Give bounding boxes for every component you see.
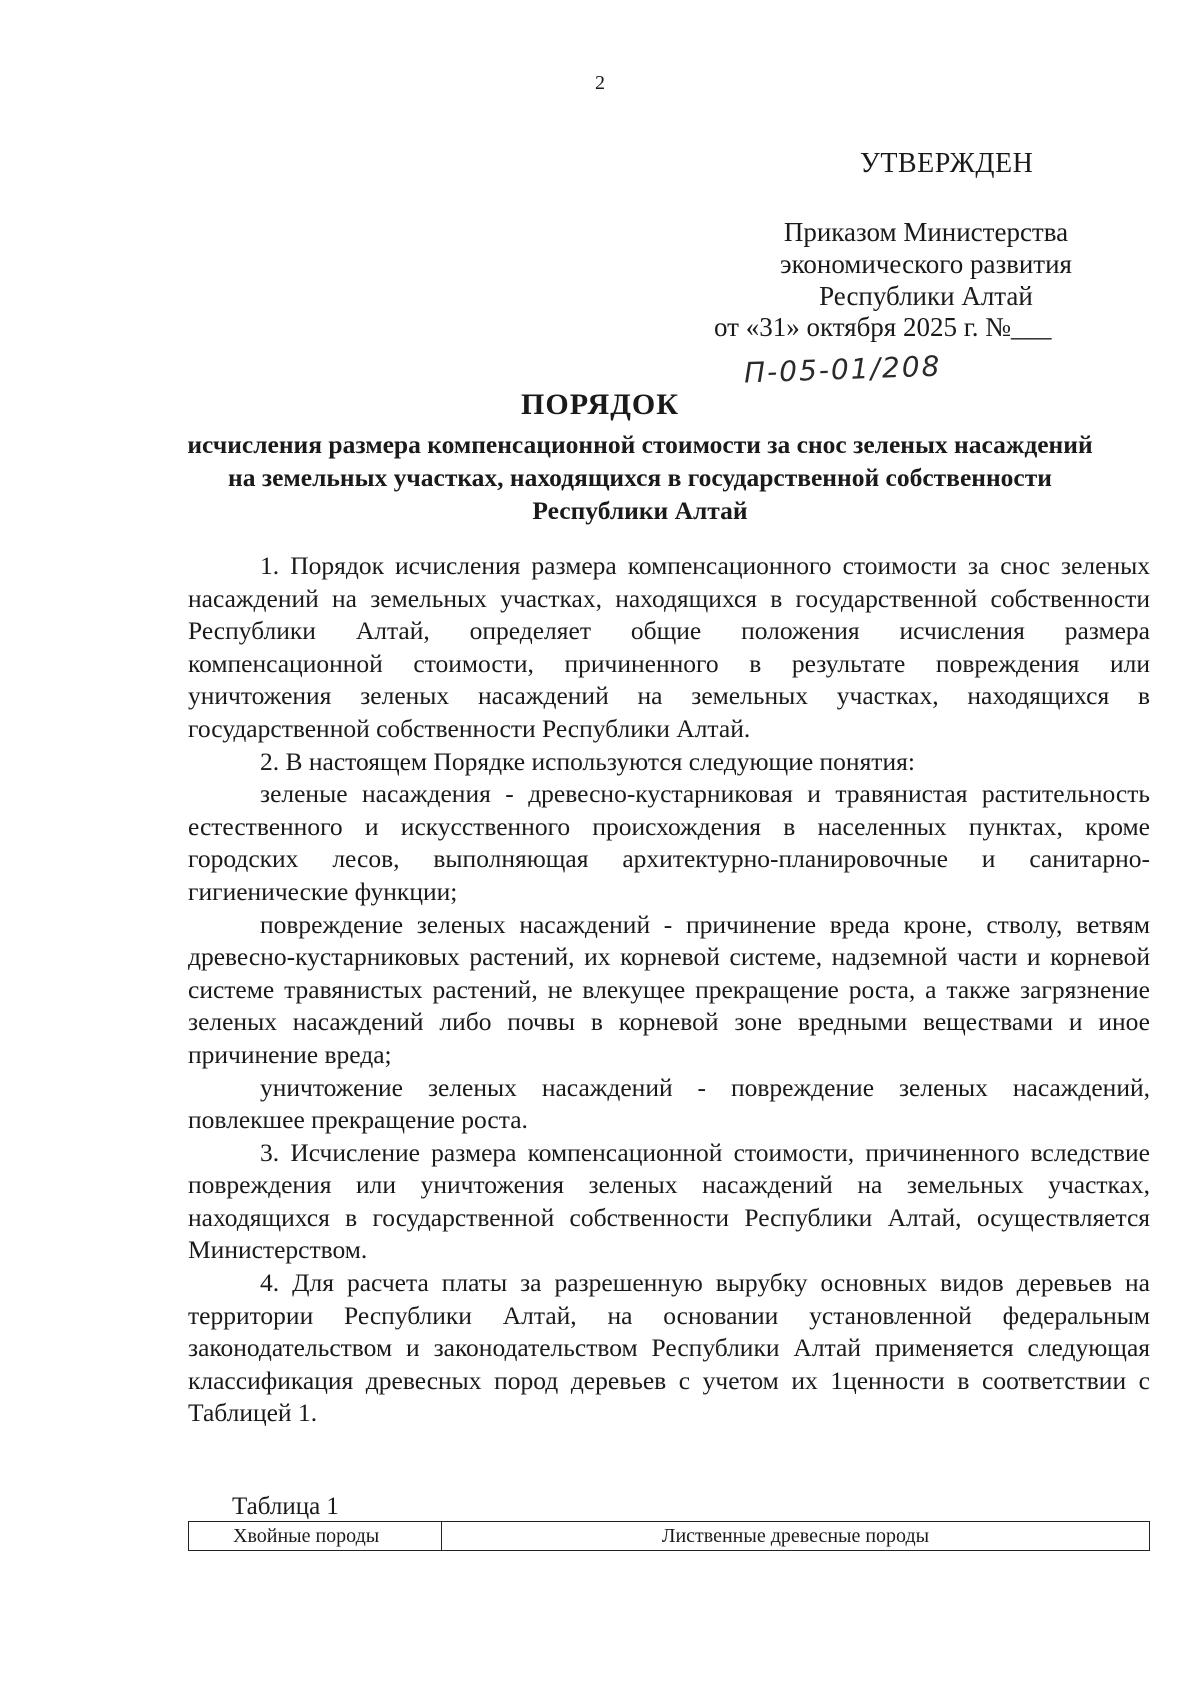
approval-title: УТВЕРЖДЕН [860, 148, 1034, 179]
approval-line-3: Республики Алтай [819, 281, 1033, 311]
paragraph-3: 3. Исчисление размера компенсационной стоимости, причиненного вследствие повреждения или уничтожения зеленых насаждений на земельных участках, находящихся в государственной собственности Республики Алтай, осуществляется Министерством. [188, 1137, 1150, 1265]
definition-damage: повреждение зеленых насаждений - причинение вреда кроне, стволу, ветвям древесно-кустарниковых растений, их корневой системе, надземной части и корневой системе травянистых растений, не влекущее прекращение роста, а также загрязнение зеленых насаждений либо почвы в корневой зоне вредными веществами и иное причинение вреда; [188, 909, 1150, 1069]
definition-green-plantings: зеленые насаждения - древесно-кустарниковая и травянистая растительность естественного и искусственного происхождения в населенных пунктах, кроме городских лесов, выполняющая архитектурно-планировочные и санитарно-гигиенические функции; [188, 779, 1150, 906]
paragraph-2: 2. В настоящем Порядке используются следующие понятия: [260, 746, 915, 776]
handwritten-order-number: П-05-01/208 [743, 349, 942, 390]
approval-line-2: экономического развития [780, 249, 1072, 279]
document-subtitle: исчисления размера компенсационной стоимости за снос зеленых насаждений на земельных участках, находящихся в государственной собственности Республики Алтай [187, 430, 1093, 525]
approval-issuer [740, 216, 1112, 312]
page-number: 2 [595, 72, 605, 94]
document-title: ПОРЯДОК [521, 388, 679, 421]
table-header-coniferous: Хвойные породы [189, 1522, 442, 1551]
order-date-line: от «31» октября 2025 г. №___ [714, 312, 1052, 342]
approval-line-1: Приказом Министерства [783, 217, 1069, 247]
table-caption: Таблица 1 [232, 1493, 339, 1520]
table-header-row [189, 1522, 1150, 1551]
definition-destruction: уничтожение зеленых насаждений - повреждение зеленых насаждений, повлекшее прекращение роста. [188, 1072, 1150, 1135]
paragraph-1: 1. Порядок исчисления размера компенсационного стоимости за снос зеленых насаждений на земельных участках, находящихся в государственной собственности Республики Алтай, определяет общие положения исчисления размера компенсационной стоимости, причиненного в результате повреждения или уничтожения зеленых насаждений на земельных участках, находящихся в государственной собственности Республики Алтай. [188, 551, 1150, 743]
classification-table [188, 1521, 1150, 1551]
table-header-deciduous: Лиственные древесные породы [442, 1522, 1150, 1551]
document-body [188, 550, 1150, 1430]
paragraph-4: 4. Для расчета платы за разрешенную вырубку основных видов деревьев на территории Республики Алтай, на основании установленной федеральным законодательством и законодательством Республики Алтай применяется следующая классификация древесных пород деревьев с учетом их 1ценности в соответствии с Таблицей 1. [188, 1268, 1150, 1428]
